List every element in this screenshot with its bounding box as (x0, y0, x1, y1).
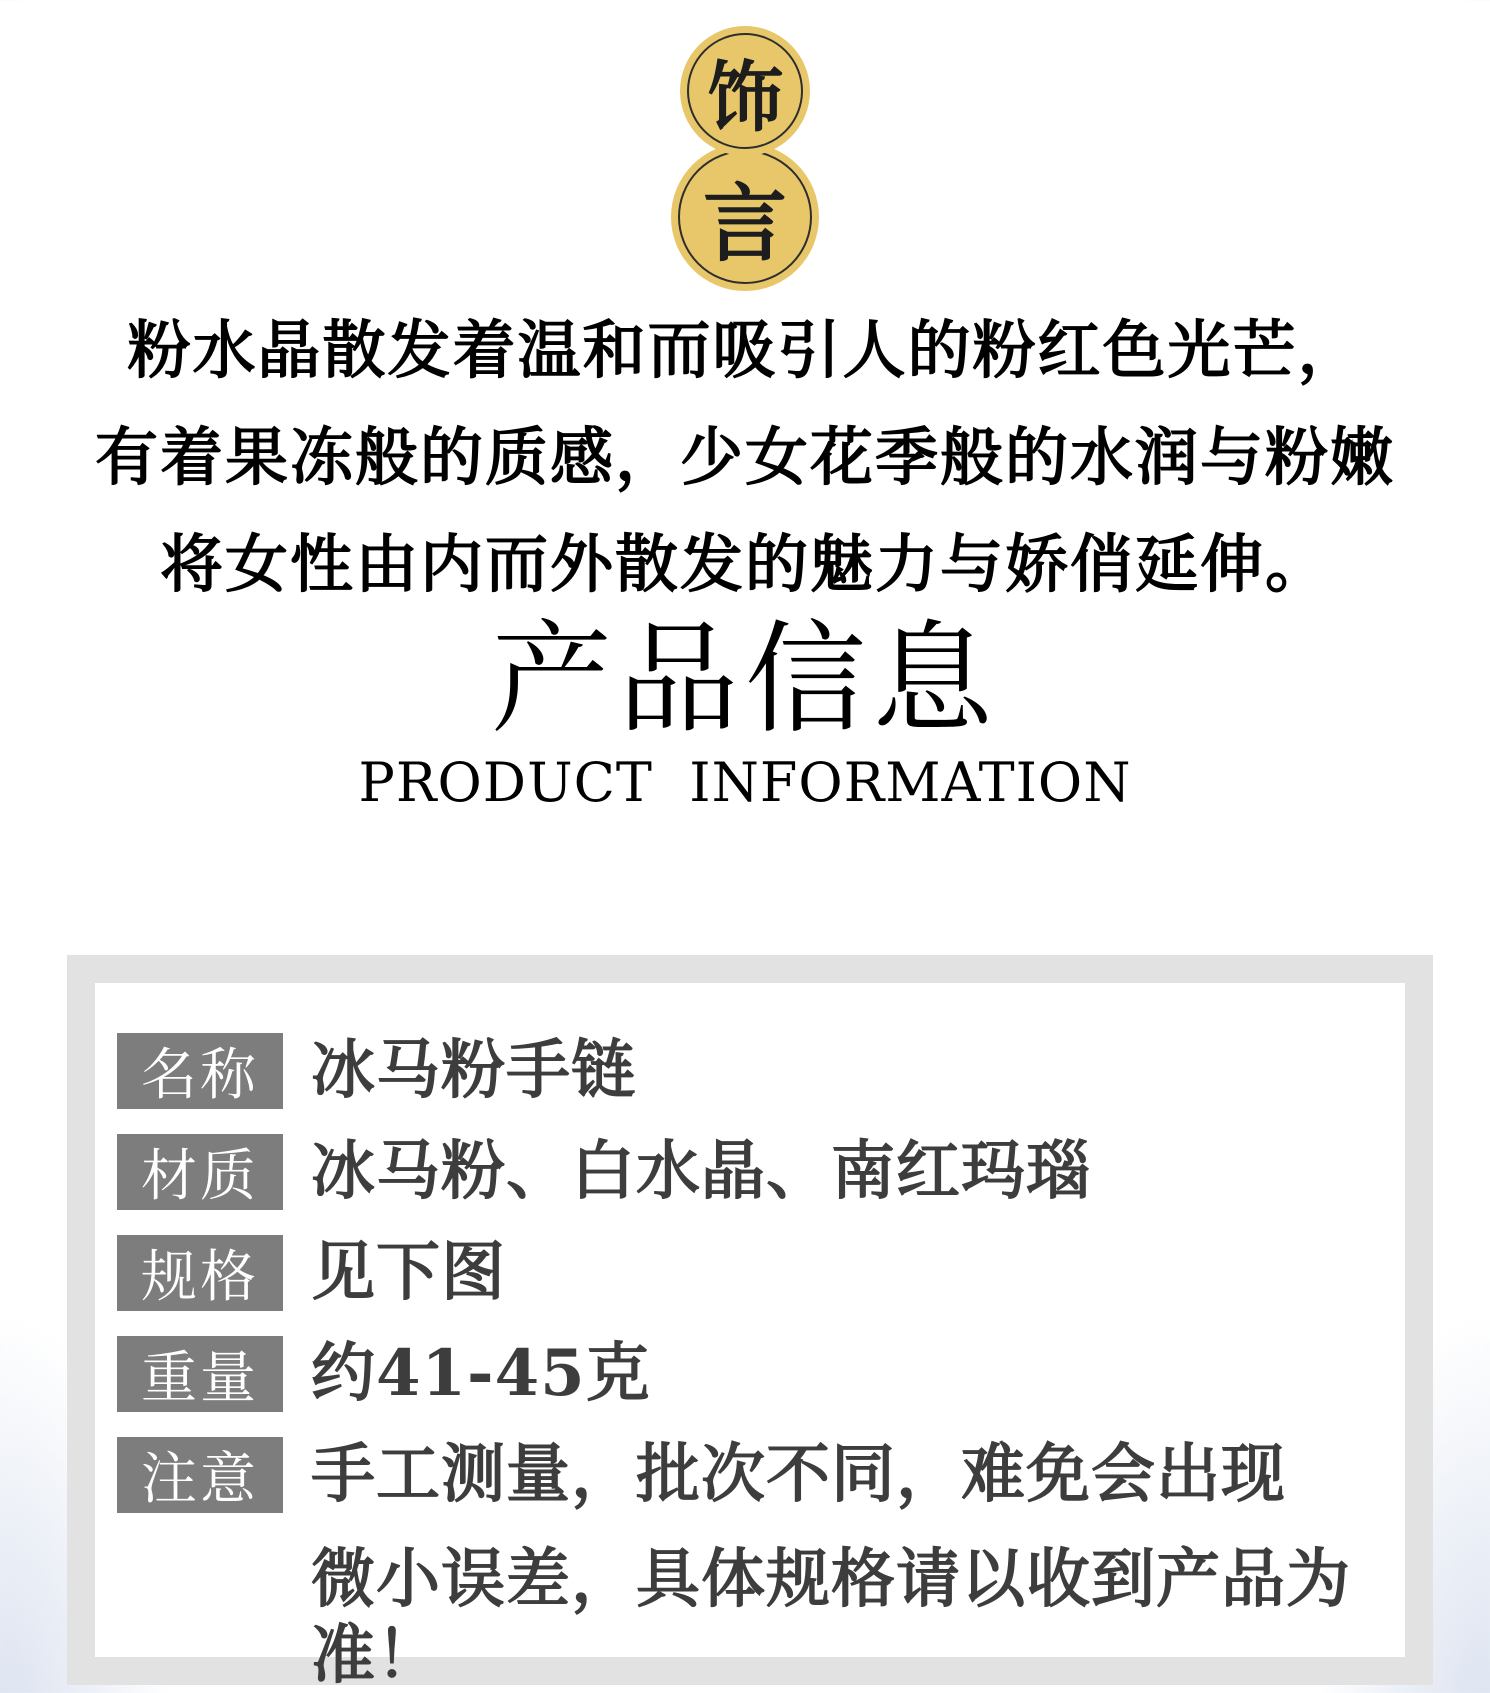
intro-line-2: 有着果冻般的质感，少女花季般的水润与粉嫩 (95, 420, 1395, 494)
info-row (117, 1033, 1405, 1109)
info-row (117, 1235, 1405, 1311)
info-row-label: 材质 (117, 1134, 283, 1210)
section-title-chinese: 产品信息 (490, 609, 999, 750)
info-row-value-line2: 微小误差，具体规格请以收到产品为准！ (311, 1542, 1351, 1693)
info-row-value (311, 1134, 1091, 1210)
info-row-value (311, 1033, 636, 1109)
intro-line-1: 粉水晶散发着温和而吸引人的粉红色光芒， (127, 313, 1363, 387)
info-row-value-line1: 冰马粉手链 (311, 1033, 636, 1108)
section-title-english: PRODUCT INFORMATION (358, 751, 1132, 814)
info-row-label: 重量 (117, 1336, 283, 1412)
info-row-value-line1: 约41-45克 (311, 1336, 651, 1411)
info-row-value (311, 1235, 506, 1311)
info-row-label: 注意 (117, 1437, 283, 1513)
product-info-rows (95, 983, 1405, 1693)
brand-badge (671, 26, 819, 291)
info-row (117, 1134, 1405, 1210)
info-row-value (311, 1336, 651, 1412)
info-row-value-line1: 见下图 (311, 1235, 506, 1310)
info-row-value-line1: 手工测量，批次不同，难免会出现 (311, 1437, 1286, 1512)
brand-badge-bottom-char: 言 (702, 173, 787, 273)
info-row (117, 1437, 1405, 1693)
info-row-label: 规格 (117, 1235, 283, 1311)
product-info-box (67, 955, 1433, 1693)
info-row-value (311, 1437, 1405, 1693)
brand-badge-bottom-coin (671, 143, 819, 291)
info-row-label: 名称 (117, 1033, 283, 1109)
info-row (117, 1336, 1405, 1412)
brand-badge-top-coin (680, 26, 810, 156)
info-row-value-line1: 冰马粉、白水晶、南红玛瑙 (311, 1134, 1091, 1209)
intro-line-3: 将女性由内而外散发的魅力与娇俏延伸。 (160, 527, 1330, 601)
brand-badge-top-char: 饰 (707, 52, 783, 142)
intro-paragraph (0, 297, 1490, 618)
